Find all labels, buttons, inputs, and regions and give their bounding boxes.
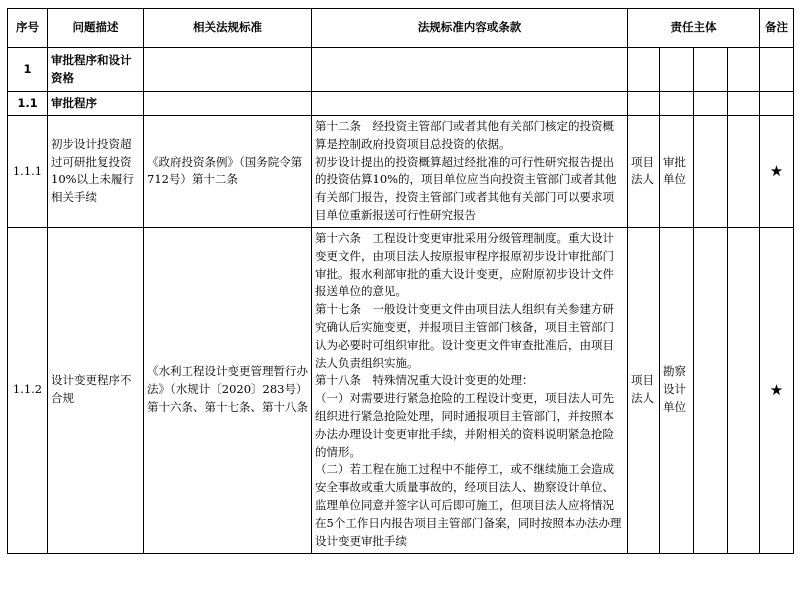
clause-text: 初步设计提出的投资概算超过经批准的可行性研究报告提出的投资估算10%的，项目单位应当向投资主管部门或者其他有关部门报告，投资主管部门或者其他有关部门可以要求项目单位重新报送可行性研究报告 <box>315 154 617 223</box>
clause-text: 第十七条 一般设计变更文件由项目法人组织有关参建方研究确认后实施变更，并报项目主管部门核备，项目主管部门认为必要时可组织审批。设计变更文件审查批准后，由项目法人负责组织实施。 <box>315 302 614 370</box>
importance-star: ★ <box>760 116 794 228</box>
responsible-party: 审批单位 <box>660 116 694 228</box>
row-problem: 设计变更程序不合规 <box>48 227 144 553</box>
row-seq: 1.1.1 <box>8 116 48 228</box>
row-seq: 1.1.2 <box>8 227 48 553</box>
clause-text: （一）对需要进行紧急抢险的工程设计变更，项目法人可先组织进行紧急抢险处理，同时通报项目主管部门，并按照本办法办理设计变更审批手续，并附相关的资料说明紧急抢险的情形。 <box>315 391 614 459</box>
clause-text: 第十八条 特殊情况重大设计变更的处理： <box>315 373 534 388</box>
row-law: 《水利工程设计变更管理暂行办法》（水规计〔2020〕283号）第十六条、第十七条、第十八条 <box>144 227 312 553</box>
row-seq: 1 <box>8 48 48 92</box>
responsible-party: 项目法人 <box>628 116 660 228</box>
header-law: 相关法规标准 <box>144 9 312 48</box>
row-seq: 1.1 <box>8 92 48 116</box>
subsection-row <box>8 92 794 116</box>
row-problem: 初步设计投资超过可研批复投资10%以上未履行相关手续 <box>48 116 144 228</box>
table-row <box>8 116 794 228</box>
table-row <box>8 227 794 553</box>
section-row <box>8 48 794 92</box>
row-problem: 审批程序和设计资格 <box>48 48 144 92</box>
clause-text: 第十二条 经投资主管部门或者其他有关部门核定的投资概算是控制政府投资项目总投资的依据。 <box>315 119 614 151</box>
row-content <box>312 227 628 553</box>
header-row <box>8 9 794 48</box>
header-remark: 备注 <box>760 9 794 48</box>
row-law: 《政府投资条例》（国务院令第712号）第十二条 <box>144 116 312 228</box>
clause-text: （二）若工程在施工过程中不能停工，或不继续施工会造成安全事故或重大质量事故的，经项目法人、勘察设计单位、监理单位同意并签字认可后即可施工，但项目法人应将情况在5个工作日内报告项目主管部门备案，同时按照本办法办理设计变更审批手续 <box>315 462 622 548</box>
clause-text: 第十六条 工程设计变更审批采用分级管理制度。重大设计变更文件，由项目法人按原报审程序报原初步设计审批部门审批。报水利部审批的重大设计变更，应附原初步设计文件报送单位的意见。 <box>315 230 614 299</box>
responsible-party: 项目法人 <box>628 227 660 553</box>
header-problem: 问题描述 <box>48 9 144 48</box>
row-problem: 审批程序 <box>48 92 144 116</box>
row-content <box>312 116 628 228</box>
header-content: 法规标准内容或条款 <box>312 9 628 48</box>
responsible-party: 勘察设计单位 <box>660 227 694 553</box>
header-responsibility: 责任主体 <box>628 9 760 48</box>
regulation-table <box>7 8 794 554</box>
header-seq: 序号 <box>8 9 48 48</box>
importance-star: ★ <box>760 227 794 553</box>
